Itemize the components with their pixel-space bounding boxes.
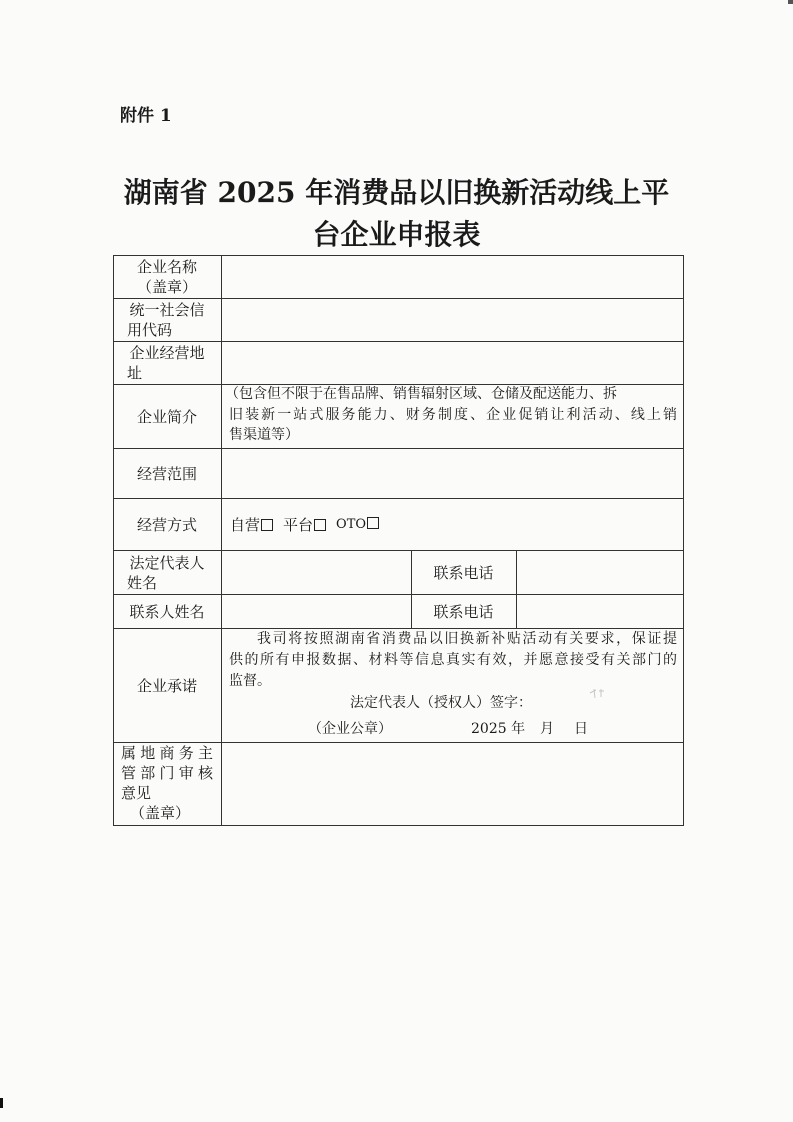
address-field[interactable] xyxy=(222,342,683,384)
company-name-label xyxy=(113,256,221,298)
mode-option-self-label: 自营 xyxy=(230,516,261,534)
scope-field[interactable] xyxy=(222,449,683,498)
platform-checkbox[interactable] xyxy=(314,519,326,531)
profile-label: 企业简介 xyxy=(136,407,197,426)
attachment-label: 附件 1 xyxy=(120,106,172,126)
credit-code-label-line2: 用代码 xyxy=(127,321,173,339)
mode-option-platform[interactable] xyxy=(283,514,326,535)
credit-code-field[interactable] xyxy=(222,299,683,341)
date-day: 日 xyxy=(574,721,588,737)
contact-name-label: 联系人姓名 xyxy=(129,602,205,621)
commitment-text-line1: 我司将按照湖南省消费品以旧换新补贴活动有关要求，保证提 xyxy=(257,631,677,647)
legal-rep-label-line1: 法定代表人 xyxy=(129,553,205,572)
form-title-line2: 台企业申报表 xyxy=(312,218,481,251)
commitment-text-line2: 供的所有申报数据、材料等信息真实有效，并愿意接受有关部门的 xyxy=(229,652,677,668)
mode-option-oto[interactable] xyxy=(336,517,379,532)
mode-label: 经营方式 xyxy=(136,515,197,534)
company-name-label-line2: （盖章） xyxy=(136,278,197,296)
mode-option-platform-label: 平台 xyxy=(283,516,314,534)
mode-option-oto-label: OTO xyxy=(336,517,367,532)
address-label-line2: 址 xyxy=(127,364,143,382)
commitment-cell xyxy=(222,629,683,742)
profile-hint-line3: 售渠道等） xyxy=(229,427,299,443)
company-name-field[interactable] xyxy=(222,256,683,298)
form-title-line1: 湖南省 2025 年消费品以旧换新活动线上平 xyxy=(123,176,670,209)
review-label-line1: 属地商务主 xyxy=(121,744,213,762)
credit-code-label xyxy=(113,299,221,341)
review-label xyxy=(113,743,221,826)
legal-rep-label-line2: 姓名 xyxy=(127,573,158,592)
profile-field[interactable] xyxy=(222,385,683,448)
profile-hint-line1: （包含但不限于在售品牌、销售辐射区域、仓储及配送能力、拆 xyxy=(225,386,617,402)
profile-hint-line2: 旧装新一站式服务能力、财务制度、企业促销让利活动、线上销 xyxy=(229,407,677,423)
contact-name-field[interactable] xyxy=(222,595,411,628)
scope-label: 经营范围 xyxy=(136,464,197,483)
scan-mark xyxy=(788,0,793,4)
company-seal-label: （企业公章） xyxy=(308,721,392,737)
mode-option-self[interactable] xyxy=(230,514,273,535)
legal-rep-label xyxy=(113,551,221,594)
company-name-label-line1: 企业名称 xyxy=(136,258,197,276)
self-operated-checkbox[interactable] xyxy=(261,519,273,531)
contact-phone-label: 联系电话 xyxy=(433,602,494,621)
faint-signature-mark xyxy=(588,687,606,699)
mode-options xyxy=(230,499,379,550)
legal-rep-name-field[interactable] xyxy=(222,551,411,594)
review-label-line2: 管部门审核 xyxy=(121,764,213,782)
review-label-line3: 意见 xyxy=(121,784,152,802)
commitment-label: 企业承诺 xyxy=(136,676,197,695)
oto-checkbox[interactable] xyxy=(367,517,379,529)
address-label xyxy=(113,342,221,384)
credit-code-label-line1: 统一社会信 xyxy=(129,301,205,319)
signature-label: 法定代表人（授权人）签字： xyxy=(350,695,532,711)
commitment-text-line3: 监督。 xyxy=(229,673,271,689)
legal-rep-phone-label: 联系电话 xyxy=(433,563,494,582)
scan-mark xyxy=(0,1098,3,1108)
legal-rep-phone-field[interactable] xyxy=(517,551,683,594)
review-label-line4: （盖章） xyxy=(130,804,191,822)
date-month: 月 xyxy=(540,721,554,737)
date-year: 2025 年 xyxy=(471,721,526,737)
address-label-line1: 企业经营地 xyxy=(129,344,205,362)
review-opinion-field[interactable] xyxy=(222,743,683,826)
contact-phone-field[interactable] xyxy=(517,595,683,628)
